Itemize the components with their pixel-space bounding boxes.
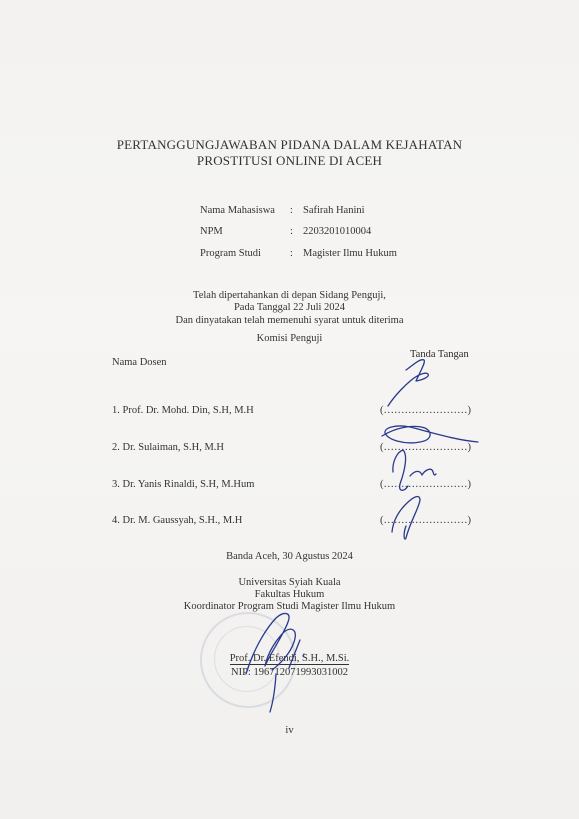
npm-label: NPM (200, 226, 223, 237)
program-label: Program Studi (200, 248, 261, 259)
examiner-4-signature-line: (……………………) (380, 515, 471, 526)
examiner-3-signature-line: (……………………) (380, 479, 471, 490)
page-number: iv (285, 725, 294, 736)
npm-value: 2203201010004 (303, 226, 372, 237)
examiner-4-name: 4. Dr. M. Gaussyah, S.H., M.H (112, 515, 243, 526)
program-value: Magister Ilmu Hukum (303, 248, 397, 259)
examiner-1-name: 1. Prof. Dr. Mohd. Din, S.H, M.H (112, 405, 254, 416)
examiner-2-signature-line: (……………………) (380, 442, 471, 453)
student-name-colon: : (290, 205, 293, 216)
thesis-title-line-1: PERTANGGUNGJAWABAN PIDANA DALAM KEJAHATAN (116, 137, 463, 152)
signature-examiner-2 (382, 426, 478, 443)
examiner-1-signature-line: (……………………) (380, 405, 471, 416)
signature-examiner-1 (388, 360, 428, 406)
faculty-name: Fakultas Hukum (254, 589, 325, 600)
committee-heading: Komisi Penguji (256, 333, 323, 344)
coordinator-nip: NIP: 196712071993031002 (231, 667, 348, 678)
examiner-2-name: 2. Dr. Sulaiman, S.H, M.H (112, 442, 225, 453)
thesis-title-line-2: PROSTITUSI ONLINE DI ACEH (196, 153, 383, 168)
program-colon: : (290, 248, 293, 259)
university-name: Universitas Syiah Kuala (238, 577, 341, 588)
examiner-name-header: Nama Dosen (112, 357, 167, 368)
defense-statement-line-1: Telah dipertahankan di depan Sidang Penguji, (193, 290, 386, 301)
student-name-label: Nama Mahasiswa (200, 205, 275, 216)
coordinator-name-text: Prof. Dr. Efendi, S.H., M.Si. (229, 653, 350, 664)
examiner-3-name: 3. Dr. Yanis Rinaldi, S.H, M.Hum (112, 479, 255, 490)
defense-date: Pada Tanggal 22 Juli 2024 (233, 302, 346, 313)
coordinator-role: Koordinator Program Studi Magister Ilmu Hukum (183, 601, 396, 612)
place-and-date: Banda Aceh, 30 Agustus 2024 (226, 551, 353, 562)
coordinator-name (0, 653, 579, 664)
student-name-value: Safirah Hanini (303, 205, 365, 216)
defense-statement-line-3: Dan dinyatakan telah memenuhi syarat untuk diterima (175, 315, 404, 326)
signature-header: Tanda Tangan (410, 349, 469, 360)
npm-colon: : (290, 226, 293, 237)
